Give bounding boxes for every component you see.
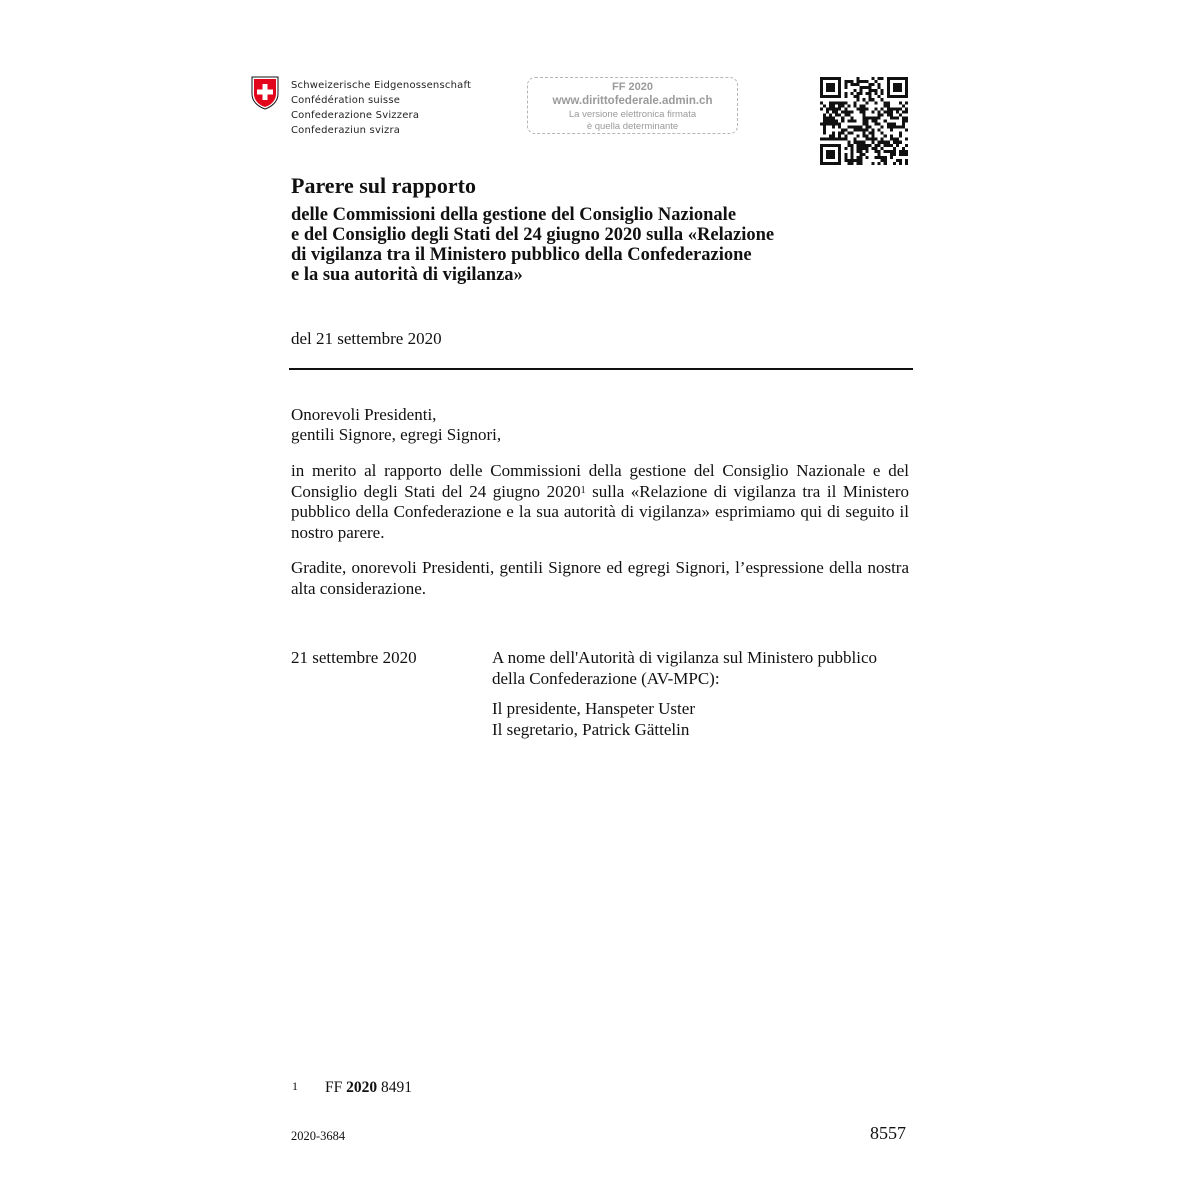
signature-date: 21 settembre 2020: [291, 648, 417, 667]
footnote-text: [325, 1079, 412, 1097]
document-title: Parere sul rapporto: [291, 173, 476, 198]
footnote-page: 8491: [377, 1079, 412, 1096]
authority-line: della Confederazione (AV-MPC):: [492, 668, 720, 688]
signatories: [492, 699, 877, 740]
signatory-president: Il presidente, Hanspeter Uster: [492, 699, 695, 718]
authority-line: A nome dell'Autorità di vigilanza sul Ministero pubblico: [492, 648, 878, 667]
stamp-note-2: è quella determinante: [586, 121, 679, 132]
paragraph-text: sulla «Relazione di vigilanza tra il Ministero pubblico della Confederazione e la sua autorità di vigilanza» esprimiamo qui di seguito il nostro parere.: [291, 481, 910, 542]
stamp-url: www.dirittofederale.admin.ch: [552, 95, 713, 107]
document-number: 2020-3684: [291, 1129, 346, 1143]
confederation-line-de: Schweizerische Eidgenossenschaft: [291, 80, 472, 91]
paragraph-text: in merito al rapporto delle Commissioni della gestione del Consiglio Nazionale e del Consiglio degli Stati del 24 giugno 2020: [291, 461, 909, 501]
body-paragraph-2: Gradite, onorevoli Presidenti, gentili Signore ed egregi Signori, l’espressione della nostra alta considerazione.: [291, 558, 909, 598]
salutation-line: Onorevoli Presidenti,: [291, 405, 437, 424]
swiss-cross-shield-icon: [251, 76, 279, 110]
salutation: [291, 405, 501, 445]
document-subtitle: [291, 205, 774, 285]
signatory-secretary: Il segretario, Patrick Gättelin: [492, 719, 690, 739]
document-date: del 21 settembre 2020: [291, 329, 442, 348]
stamp-note-1: La versione elettronica firmata: [568, 109, 697, 120]
qr-code-icon: [820, 77, 908, 165]
footnote-year: 2020: [346, 1079, 378, 1096]
footnote-reference[interactable]: 1: [580, 484, 586, 496]
signature-block: [492, 648, 877, 740]
subtitle-line: e del Consiglio degli Stati del 24 giugno 2020 sulla «Relazione: [291, 225, 775, 245]
subtitle-line: di vigilanza tra il Ministero pubblico della Confederazione: [291, 245, 752, 265]
subtitle-line: delle Commissioni della gestione del Consiglio Nazionale: [291, 205, 737, 225]
body-paragraph-1: [291, 461, 909, 543]
title-divider: [289, 368, 913, 370]
footnote-prefix: FF: [325, 1079, 347, 1096]
confederation-line-rm: Confederaziun svizra: [291, 125, 401, 136]
footnote-number: 1: [292, 1079, 298, 1093]
confederation-line-it: Confederazione Svizzera: [291, 110, 420, 121]
page-number: 8557: [870, 1123, 906, 1143]
confederation-line-fr: Confédération suisse: [291, 95, 401, 106]
salutation-line: gentili Signore, egregi Signori,: [291, 425, 502, 444]
stamp-publication: FF 2020: [612, 81, 653, 93]
subtitle-line: e la sua autorità di vigilanza»: [291, 265, 523, 285]
confederation-names: [291, 78, 471, 138]
publication-stamp: [527, 77, 738, 134]
